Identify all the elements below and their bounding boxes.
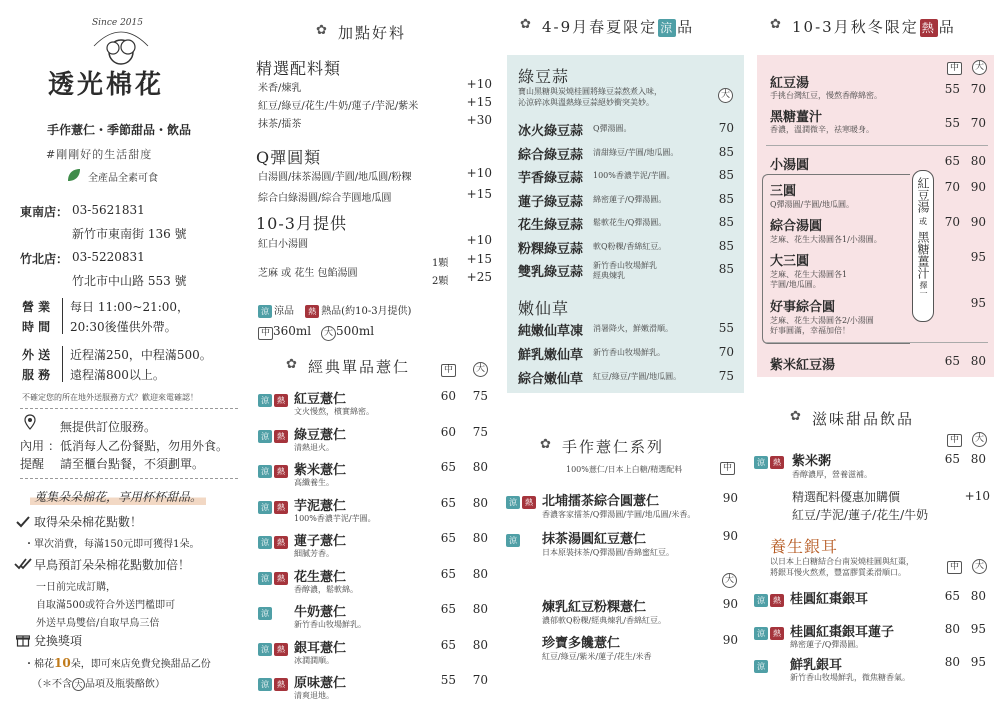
big-size-icon: 大: [321, 326, 336, 341]
winter-item-name: 紅豆湯: [770, 76, 810, 91]
dinein-line-2: 請至櫃台點餐，不須劃單。: [60, 457, 205, 471]
summer-item-name: 粉粿綠豆蒜: [518, 241, 584, 257]
loyalty-h3-line-1: [24, 655, 211, 670]
loyalty-h3-suffix: 朵，即可來店免費兌換甜品乙份: [70, 659, 211, 670]
item-tags: [258, 532, 290, 551]
store-north-label: 竹北店：: [20, 252, 69, 266]
hot-tag: 熱: [770, 594, 784, 607]
classic-item-desc: 冰潤潤順。: [294, 655, 334, 665]
hot-tag: 熱: [921, 21, 936, 35]
hot-tag: 熱: [770, 456, 784, 469]
drinks-item-name: 鮮乳銀耳: [790, 658, 843, 673]
drinks-addon-list: 紅豆/芋泥/蓮子/花生/牛奶: [792, 508, 929, 522]
handmade-item-name: 北埔擂茶綜合圓薏仁: [542, 494, 660, 509]
winter-item-big-price: 70: [970, 116, 986, 130]
summer-item-name: 雙乳綠豆蒜: [518, 265, 584, 280]
loyalty-h1-line: ・單次消費，每滿150元即可獲得1朵。: [24, 539, 200, 550]
drinks-item-big-price: 95: [970, 655, 986, 669]
classic-item-desc: 細膩芳香。: [294, 549, 334, 558]
cold-tag: 涼: [258, 394, 272, 407]
cold-tag: 涼: [506, 496, 520, 509]
summer-title-suffix: 品: [677, 18, 695, 36]
classic-item-mid-price: 65: [440, 637, 456, 652]
summer-item-name: 綜合綠豆蒜: [518, 147, 584, 163]
handmade-item-name: 珍寶多饞薏仁: [542, 636, 621, 651]
loyalty-h3-count: 10: [54, 656, 71, 670]
drinks-item-name: 桂圓紅棗銀耳蓮子: [790, 625, 895, 640]
summer-item-price: 85: [718, 144, 734, 159]
drinks-sec-desc-1: 以日本上白糖結合台南炭燒桂圓與紅棗，: [770, 557, 914, 566]
delivery-label-1: 外 送: [22, 348, 51, 362]
loyalty-h1: 取得朵朵棉花點數！: [34, 515, 143, 529]
drinks-title-text: 滋味甜品飲品: [812, 410, 915, 428]
handmade-item-desc: 香濃客家擂茶/Q彈湯圓/芋圓/地瓜圓/米香。: [542, 510, 696, 519]
drinks-item-big-price: 95: [970, 622, 986, 636]
dinein-line-1: ：低消每人乙份餐點，勿用外食。: [48, 439, 229, 453]
addons-s3-item1: 紅白小湯圓: [258, 239, 308, 250]
summer-item-price: 85: [718, 262, 734, 276]
addon-item: 米香/煉乳: [258, 83, 302, 94]
cold-tag: 涼: [754, 594, 768, 607]
loyalty-h2-line-2: 自取滿500或符合外送門檻即可: [36, 600, 176, 611]
cold-tag: 涼: [258, 501, 272, 514]
summer-sec2-title: 嫩仙草: [518, 299, 570, 318]
summer-item-price: 70: [718, 345, 734, 359]
summer-item-name: 綜合嫩仙草: [518, 372, 584, 387]
summer-item-desc: 消暑降火，鮮嫩滑順。: [593, 324, 673, 333]
drinks-item-desc: 新竹香山牧場鮮乳，微焦糖香氣。: [790, 673, 910, 682]
flower-icon: ✿: [540, 437, 553, 452]
handmade-item-desc: 濃郁軟Q粉粿/經典煉乳/香綿紅豆。: [542, 616, 666, 625]
handmade-title-text: 手作薏仁系列: [562, 438, 665, 456]
winter-big3: 大三圓: [770, 254, 810, 269]
hot-tag: 熱: [274, 430, 288, 443]
delivery-divider: [62, 346, 63, 382]
loyalty-h3-note-a: （＊不含: [32, 679, 72, 690]
hot-tag: 熱: [274, 572, 288, 585]
handmade-item-desc: 日本原裝抹茶/Q彈湯圓/香綿蜜紅豆。: [542, 548, 674, 557]
classic-item-desc: 高纖養生。: [294, 478, 334, 487]
item-tags: [258, 461, 290, 480]
mid-size-icon: 中: [947, 62, 962, 75]
drinks-title: [790, 408, 922, 431]
legend-cold: 涼品: [274, 306, 294, 317]
summer-title: [520, 16, 702, 39]
winter-title-suffix: 品: [938, 18, 956, 36]
dinein-label-2: 提醒: [20, 457, 45, 471]
winter-good-desc-1: 芝麻、花生大湯圓各2/小湯圓: [770, 316, 874, 325]
cold-tag: 涼: [258, 430, 272, 443]
classic-item-name: 紫米薏仁: [294, 463, 347, 478]
item-tags: [258, 497, 290, 516]
gift-icon: [16, 633, 30, 647]
summer-item-desc: 綿密蓮子/Q彈湯圓。: [593, 194, 667, 204]
classic-item-name: 紅豆薏仁: [294, 392, 347, 407]
drinks-addon-price: +10: [964, 489, 990, 503]
addon-item: 抹茶/擂茶: [258, 119, 302, 130]
winter-item-name: 黑糖薑汁: [770, 110, 823, 125]
winter-divider-2: [766, 342, 988, 343]
classic-item-desc: 新竹香山牧場鮮乳。: [294, 620, 366, 629]
store-east-address: 新竹市東南街 136 號: [72, 227, 187, 241]
big-size-icon: 大: [972, 60, 987, 75]
addon-item: 紅豆/綠豆/花生/牛奶/蓮子/芋泥/紫米: [258, 101, 419, 112]
cold-tag: 涼: [754, 660, 768, 673]
classic-item-name: 蓮子薏仁: [294, 534, 347, 549]
winter-item-desc: 手挑台灣紅豆，慢熬香醇綿密。: [770, 91, 882, 100]
drinks-item-desc: 綿密蓮子/Q彈湯圓。: [790, 640, 864, 649]
winter-item-mid-price: 55: [944, 82, 960, 96]
item-tags: [258, 674, 290, 693]
handmade-item-name: 煉乳紅豆粉粿薏仁: [542, 600, 647, 615]
cold-tag: 涼: [258, 305, 272, 318]
winter-choice-1: 紅豆湯: [916, 177, 930, 213]
loyalty-h3: 兌換獎項: [34, 634, 83, 648]
winter-big3-desc-1: 芝麻、花生大湯圓各1: [770, 270, 848, 279]
delivery-note: 不確定您的所在地外送服務方式？歡迎來電確認！: [22, 393, 198, 402]
summer-item-desc: 新竹香山牧場鮮乳。: [593, 348, 665, 357]
summer-sec1-desc-2: 沁涼碎冰與溫熱綠豆蒜絕妙衝突美妙。: [518, 98, 654, 107]
mid-size-icon: 中: [441, 364, 456, 377]
handmade-item-desc: 紅豆/綠豆/紫米/蓮子/花生/米香: [542, 652, 652, 661]
divider-2: [20, 478, 238, 479]
drinks-purple-tags: [754, 452, 786, 471]
flower-icon: ✿: [316, 23, 329, 38]
item-tags: [258, 639, 290, 658]
winter-purple: 紫米紅豆湯: [770, 358, 836, 373]
classic-item-big-price: 80: [472, 566, 488, 581]
drinks-purple-m: 65: [944, 452, 960, 466]
winter-small-l: 80: [970, 154, 986, 168]
cold-tag: 涼: [258, 536, 272, 549]
hot-tag: 熱: [274, 394, 288, 407]
drinks-purple-desc: 香醇濃厚，營養滋補。: [792, 470, 872, 479]
mid-size-icon: 中: [947, 561, 962, 574]
loyalty-h3-note-b: 品項及瓶裝酪飲）: [85, 679, 165, 690]
winter-good: 好事綜合圓: [770, 300, 836, 315]
hot-tag: 熱: [274, 678, 288, 691]
summer-item-price: 85: [718, 238, 734, 253]
classic-item-name: 綠豆薏仁: [294, 427, 347, 443]
addons-s3-qty1: 1顆: [432, 258, 449, 269]
delivery-line-1: 近程滿250，中程滿500。: [70, 348, 212, 362]
winter-good-desc-2: 好事圓滿，幸福加倍！: [770, 326, 850, 335]
cold-tag: 涼: [258, 572, 272, 585]
winter-three-l: 90: [970, 180, 986, 194]
summer-item-price: 55: [718, 321, 734, 335]
classic-item-name: 原味薏仁: [294, 676, 347, 691]
brand-tagline: 手作薏仁・季節甜品・飲品: [47, 123, 192, 137]
summer-item-desc: 鬆軟花生/Q彈湯圓。: [593, 218, 667, 227]
summer-item-desc: 軟Q粉粿/香綿紅豆。: [593, 241, 667, 251]
item-tags: [754, 656, 770, 675]
classic-item-mid-price: 65: [440, 495, 456, 510]
item-tags: [754, 623, 786, 642]
winter-purple-l: 80: [970, 354, 986, 368]
delivery-label-2: 服 務: [22, 368, 51, 382]
handmade-item-name: 抹茶湯圓紅豆薏仁: [542, 532, 647, 547]
addon-item: 綜合白綠湯圓/綜合芋圓地瓜圓: [258, 193, 392, 204]
classic-item-big-price: 80: [472, 495, 488, 510]
classic-item-mid-price: 65: [440, 460, 456, 474]
cold-tag: 涼: [754, 627, 768, 640]
classic-item-desc: 清熱退火。: [294, 442, 334, 452]
loyalty-h2-line-1: 一日前完成訂購，: [36, 582, 116, 593]
drinks-item-mid-price: 65: [944, 589, 960, 603]
winter-mix-l: 90: [970, 215, 986, 229]
summer-item-desc: 新竹香山牧場鮮乳: [593, 261, 657, 270]
drinks-item-name: 桂圓紅棗銀耳: [790, 592, 869, 607]
cold-tag: 涼: [258, 607, 272, 620]
hours-line-2: 20:30後僅供外帶。: [70, 320, 177, 334]
handmade-item-price: 90: [722, 529, 738, 543]
summer-item-name: 花生綠豆蒜: [518, 218, 584, 233]
cold-tag: 涼: [660, 21, 675, 35]
cold-tag: 涼: [258, 465, 272, 478]
classic-item-desc: 清爽退地。: [294, 691, 334, 700]
classic-item-big-price: 80: [472, 637, 488, 652]
dinein-no-reservation: 無提供訂位服務。: [60, 420, 157, 434]
hot-tag: 熱: [274, 536, 288, 549]
summer-item-name: 純嫩仙草凍: [518, 324, 584, 339]
flower-icon: ✿: [770, 17, 783, 32]
loyalty-h3-line-2: [32, 675, 165, 691]
summer-item-desc: 100%香濃芋泥/芋圓。: [593, 171, 675, 180]
addons-s3-item1-price: +10: [466, 233, 492, 247]
summer-item-name: 冰火綠豆蒜: [518, 124, 584, 139]
item-tags: [506, 530, 522, 549]
addons-sec2-title: Q彈圓類: [256, 148, 322, 167]
winter-small-m: 65: [944, 154, 960, 168]
winter-choice-or: 或: [919, 217, 927, 226]
delivery-line-2: 遠程滿800以上。: [70, 368, 165, 382]
winter-good-l: 95: [970, 296, 986, 310]
hours-divider: [62, 298, 63, 334]
winter-choice-label: [912, 170, 934, 322]
item-tags: [258, 603, 274, 622]
legend-hot: 熱品(約10-3月提供): [321, 306, 412, 317]
addons-title: [316, 22, 414, 45]
hot-tag: 熱: [305, 305, 319, 318]
summer-item-price: 75: [718, 369, 734, 383]
flower-icon: ✿: [286, 357, 299, 372]
handmade-title: [540, 436, 672, 459]
flower-icon: ✿: [790, 409, 803, 424]
summer-item-desc: Q彈湯圓。: [593, 124, 632, 133]
addons-sec3-title: 10-3月提供: [256, 214, 347, 233]
classic-item-mid-price: 60: [440, 389, 456, 403]
classic-item-big-price: 80: [472, 531, 488, 545]
summer-sec1-title: 綠豆蒜: [518, 67, 570, 86]
handmade-subtitle: 100%薏仁/日本上白糖/精選配料: [566, 465, 683, 474]
addon-price: +10: [466, 77, 492, 91]
classic-item-big-price: 75: [472, 389, 488, 403]
summer-item-price: 70: [718, 121, 734, 135]
brand-name: 透光棉花: [48, 70, 165, 100]
drinks-item-big-price: 80: [970, 589, 986, 603]
store-east-phone: 03-5621831: [72, 203, 145, 217]
hot-tag: 熱: [274, 501, 288, 514]
cold-tag: 涼: [754, 456, 768, 469]
summer-item-desc: 清甜綠豆/芋圓/地瓜圓。: [593, 147, 679, 157]
legend-mid: 360ml: [273, 324, 312, 338]
summer-item-price: 85: [718, 215, 734, 229]
classic-item-name: 芋泥薏仁: [294, 498, 347, 514]
winter-big3-desc-2: 芋圓/地瓜圓。: [770, 280, 821, 289]
handmade-item-price: 90: [722, 633, 738, 647]
classic-item-mid-price: 65: [440, 566, 456, 581]
classic-item-mid-price: 60: [440, 424, 456, 439]
drinks-addon: 精選配料優惠加購價: [792, 490, 901, 504]
loyalty-title: 蒐集朵朵棉花，享用杯杯甜品。: [30, 488, 206, 505]
addons-s3-qty2: 2顆: [432, 276, 449, 287]
summer-title-text: 4-9月春夏限定: [542, 18, 658, 36]
winter-three-m: 70: [944, 180, 960, 194]
divider-1: [20, 408, 238, 409]
mid-size-icon: 中: [720, 462, 735, 475]
hot-tag: 熱: [522, 496, 536, 509]
cold-tag: 涼: [506, 534, 520, 547]
handmade-item-price: 90: [722, 491, 738, 505]
drinks-sec-desc-2: 將銀耳慢火熬煮，豐富膠質柔滑順口。: [770, 568, 906, 577]
big-size-icon: 大: [722, 573, 737, 588]
winter-divider: [766, 145, 988, 146]
winter-three: 三圓: [770, 184, 797, 199]
summer-item-price: 85: [718, 191, 734, 206]
brand-slogan: #剛剛好的生活甜度: [46, 148, 153, 161]
classic-item-desc: 文火慢熬，檳實綿密。: [294, 407, 374, 416]
loyalty-h3-prefix: ・棉花: [24, 659, 54, 670]
cold-tag: 涼: [258, 678, 272, 691]
hours-label-2: 時 間: [22, 320, 51, 334]
summer-item-desc: 紅豆/綠豆/芋圓/地瓜圓。: [593, 372, 682, 381]
winter-choice-2: 黑糖薑汁: [916, 231, 930, 279]
cold-tag: 涼: [258, 643, 272, 656]
addon-price: +15: [466, 187, 492, 201]
addons-s3-price1: +15: [466, 252, 492, 266]
drinks-purple-l: 80: [970, 452, 986, 466]
addon-price: +15: [466, 95, 492, 109]
drinks-sec-title: 養生銀耳: [770, 537, 839, 556]
winter-choice-3: 擇一: [919, 281, 928, 297]
summer-item-name: 鮮乳嫩仙草: [518, 348, 584, 363]
item-tags: [258, 426, 290, 445]
hours-label-1: 營 業: [22, 300, 51, 314]
classic-item-big-price: 75: [472, 424, 488, 439]
classic-item-name: 銀耳薏仁: [294, 640, 347, 656]
classic-title: [286, 356, 418, 379]
summer-item-price: 85: [718, 168, 734, 182]
hot-tag: 熱: [274, 465, 288, 478]
flower-icon: ✿: [520, 17, 533, 32]
winter-small: 小湯圓: [770, 158, 810, 173]
winter-three-desc: Q彈湯圓/芋圓/地瓜圓。: [770, 200, 854, 209]
classic-item-name: 牛奶薏仁: [294, 605, 347, 620]
location-pin-icon: [22, 414, 38, 430]
mid-size-icon: 中: [947, 434, 962, 447]
vegan-text: 全產品全素可食: [88, 173, 158, 184]
winter-title: [770, 16, 964, 39]
classic-item-big-price: 70: [472, 673, 488, 687]
classic-item-mid-price: 55: [440, 673, 456, 687]
classic-item-name: 花生薏仁: [294, 569, 347, 585]
addons-title-text: 加點好料: [338, 24, 407, 42]
addon-item: 白湯圓/抹茶湯圓/芋圓/地瓜圓/粉粿: [258, 172, 412, 183]
classic-item-desc: 100%香濃芋泥/芋圓。: [294, 513, 376, 523]
legend-row-2: [258, 324, 374, 341]
check-icon: [16, 516, 30, 528]
summer-item-name: 芋香綠豆蒜: [518, 171, 584, 186]
winter-mix-desc: 芝麻、花生大湯圓各1/小湯圓。: [770, 235, 882, 244]
dinein-label-1: 內用: [20, 439, 45, 453]
leaf-icon: [66, 167, 82, 183]
classic-item-big-price: 80: [472, 460, 488, 474]
winter-mix: 綜合湯圓: [770, 219, 823, 234]
big-size-icon: 大: [972, 432, 987, 447]
drinks-item-mid-price: 80: [944, 655, 960, 669]
summer-sec1-desc-1: 寶山黑糖與炭燒桂圓將綠豆蒜熬煮入味，: [518, 87, 662, 96]
store-north-address: 竹北市中山路 553 號: [72, 274, 187, 288]
hot-tag: 熱: [770, 627, 784, 640]
mid-size-icon: 中: [258, 327, 273, 340]
drinks-item-mid-price: 80: [944, 622, 960, 636]
loyalty-h2-line-3: 外送早鳥雙倍/自取早鳥三倍: [36, 618, 160, 629]
addon-price: +10: [466, 166, 492, 180]
classic-item-desc: 香醇濃，鬆軟綿。: [294, 584, 358, 594]
summer-item-name: 蓮子綠豆蒜: [518, 194, 584, 210]
winter-item-big-price: 70: [970, 82, 986, 96]
addons-s3-price2: +25: [466, 270, 492, 284]
big-size-icon: 大: [972, 559, 987, 574]
item-tags: [506, 492, 538, 511]
legend-row-1: [258, 302, 411, 318]
winter-title-text: 10-3月秋冬限定: [792, 18, 919, 36]
classic-item-mid-price: 65: [440, 602, 456, 616]
classic-item-big-price: 80: [472, 602, 488, 616]
winter-item-desc: 香濃，溫潤微辛，祛寒暖身。: [770, 125, 874, 134]
big-size-icon: 大: [718, 88, 733, 103]
big-size-icon: 大: [473, 362, 488, 377]
addons-sec1-title: 精選配料類: [256, 59, 342, 78]
winter-mix-m: 70: [944, 215, 960, 229]
drinks-purple-name: 紫米粥: [792, 454, 832, 469]
winter-big3-l: 95: [970, 250, 986, 264]
classic-item-mid-price: 65: [440, 531, 456, 545]
item-tags: [258, 568, 290, 587]
hot-tag: 熱: [274, 643, 288, 656]
handmade-item-price: 90: [722, 597, 738, 611]
item-tags: [754, 590, 786, 609]
addons-s3-item2: 芝麻 或 花生 包餡湯圓: [258, 268, 358, 279]
big-size-icon: 大: [72, 678, 85, 691]
addon-price: +30: [466, 113, 492, 127]
winter-purple-m: 65: [944, 354, 960, 368]
loyalty-h2: 早鳥預訂朵朵棉花點數加倍！: [34, 558, 191, 572]
legend-big: 500ml: [335, 324, 375, 338]
winter-item-mid-price: 55: [944, 116, 960, 130]
since-text: Since 2015: [92, 18, 143, 28]
double-check-icon: [14, 558, 32, 570]
classic-title-text: 經典單品薏仁: [308, 358, 411, 376]
item-tags: [258, 390, 290, 409]
hours-line-1: 每日 11:00~21:00，: [70, 300, 190, 314]
store-east-label: 東南店：: [20, 205, 69, 219]
store-north-phone: 03-5220831: [72, 250, 145, 264]
summer-item-desc-2: 經典煉乳: [593, 271, 625, 280]
